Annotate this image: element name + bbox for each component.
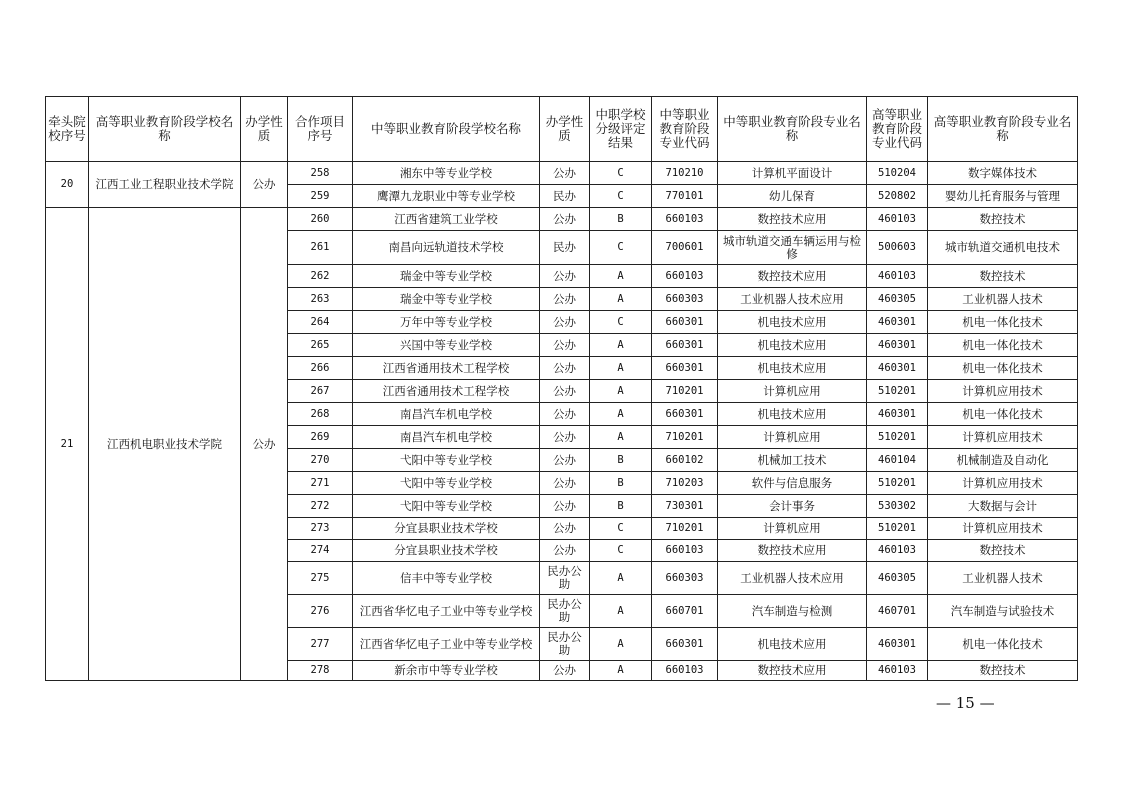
- secondary-major-name: 机电技术应用: [718, 628, 867, 661]
- grade-result: B: [590, 449, 652, 472]
- project-number: 270: [288, 449, 353, 472]
- secondary-major-name: 机电技术应用: [718, 311, 867, 334]
- secondary-school-nature: 公办: [540, 311, 590, 334]
- higher-major-code: 460301: [867, 334, 928, 357]
- secondary-school-name: 南昌汽车机电学校: [353, 403, 540, 426]
- secondary-major-name: 机电技术应用: [718, 357, 867, 380]
- cooperation-table: [45, 96, 1078, 681]
- secondary-major-code: 660103: [652, 540, 718, 562]
- higher-major-name: 工业机器人技术: [928, 288, 1078, 311]
- higher-major-name: 机电一体化技术: [928, 311, 1078, 334]
- secondary-major-code: 660301: [652, 403, 718, 426]
- secondary-school-nature: 民办: [540, 231, 590, 265]
- grade-result: C: [590, 540, 652, 562]
- secondary-major-name: 计算机应用: [718, 518, 867, 540]
- secondary-school-name: 瑞金中等专业学校: [353, 288, 540, 311]
- column-header: 高等职业教育阶段专业名称: [928, 97, 1078, 162]
- column-header: 合作项目序号: [288, 97, 353, 162]
- secondary-school-name: 江西省通用技术工程学校: [353, 380, 540, 403]
- secondary-school-nature: 公办: [540, 495, 590, 518]
- secondary-major-code: 660103: [652, 661, 718, 681]
- secondary-school-nature: 公办: [540, 661, 590, 681]
- secondary-major-code: 770101: [652, 185, 718, 208]
- secondary-major-name: 数控技术应用: [718, 208, 867, 231]
- grade-result: A: [590, 595, 652, 628]
- secondary-school-nature: 公办: [540, 162, 590, 185]
- secondary-school-nature: 民办: [540, 185, 590, 208]
- secondary-major-name: 计算机平面设计: [718, 162, 867, 185]
- project-number: 264: [288, 311, 353, 334]
- secondary-school-name: 江西省华忆电子工业中等专业学校: [353, 595, 540, 628]
- secondary-school-name: 弋阳中等专业学校: [353, 449, 540, 472]
- secondary-major-code: 660301: [652, 334, 718, 357]
- secondary-major-code: 660301: [652, 628, 718, 661]
- grade-result: A: [590, 403, 652, 426]
- higher-major-code: 460301: [867, 311, 928, 334]
- secondary-major-name: 计算机应用: [718, 380, 867, 403]
- grade-result: C: [590, 518, 652, 540]
- secondary-major-name: 机电技术应用: [718, 403, 867, 426]
- column-header: 中等职业教育阶段专业代码: [652, 97, 718, 162]
- grade-result: C: [590, 231, 652, 265]
- grade-result: B: [590, 472, 652, 495]
- higher-major-code: 460301: [867, 628, 928, 661]
- secondary-major-code: 660103: [652, 265, 718, 288]
- secondary-school-nature: 公办: [540, 540, 590, 562]
- secondary-school-nature: 公办: [540, 357, 590, 380]
- project-number: 272: [288, 495, 353, 518]
- grade-result: C: [590, 162, 652, 185]
- higher-major-name: 数控技术: [928, 265, 1078, 288]
- secondary-major-code: 660103: [652, 208, 718, 231]
- project-number: 269: [288, 426, 353, 449]
- higher-college-name: 江西工业工程职业技术学院: [89, 162, 241, 208]
- secondary-major-name: 城市轨道交通车辆运用与检修: [718, 231, 867, 265]
- column-header: 中等职业教育阶段专业名称: [718, 97, 867, 162]
- project-number: 268: [288, 403, 353, 426]
- secondary-major-code: 710201: [652, 426, 718, 449]
- secondary-school-name: 弋阳中等专业学校: [353, 472, 540, 495]
- secondary-school-name: 南昌汽车机电学校: [353, 426, 540, 449]
- secondary-major-code: 660303: [652, 562, 718, 595]
- column-header: 高等职业教育阶段专业代码: [867, 97, 928, 162]
- column-header: 牵头院校序号: [46, 97, 89, 162]
- project-number: 273: [288, 518, 353, 540]
- secondary-school-name: 新余市中等专业学校: [353, 661, 540, 681]
- secondary-major-code: 660701: [652, 595, 718, 628]
- secondary-school-name: 万年中等专业学校: [353, 311, 540, 334]
- secondary-school-nature: 公办: [540, 403, 590, 426]
- higher-major-name: 大数据与会计: [928, 495, 1078, 518]
- secondary-major-name: 工业机器人技术应用: [718, 562, 867, 595]
- grade-result: A: [590, 562, 652, 595]
- project-number: 261: [288, 231, 353, 265]
- lead-college-number: 21: [46, 208, 89, 681]
- higher-college-name: 江西机电职业技术学院: [89, 208, 241, 681]
- secondary-major-code: 730301: [652, 495, 718, 518]
- higher-major-code: 500603: [867, 231, 928, 265]
- project-number: 258: [288, 162, 353, 185]
- column-header: 中等职业教育阶段学校名称: [353, 97, 540, 162]
- higher-major-code: 460701: [867, 595, 928, 628]
- secondary-major-name: 会计事务: [718, 495, 867, 518]
- secondary-major-name: 机械加工技术: [718, 449, 867, 472]
- secondary-school-nature: 公办: [540, 472, 590, 495]
- higher-major-name: 机电一体化技术: [928, 628, 1078, 661]
- higher-major-code: 460305: [867, 288, 928, 311]
- secondary-school-nature: 公办: [540, 208, 590, 231]
- project-number: 260: [288, 208, 353, 231]
- header-row: [46, 97, 1078, 162]
- grade-result: B: [590, 495, 652, 518]
- higher-major-name: 机电一体化技术: [928, 403, 1078, 426]
- secondary-major-name: 数控技术应用: [718, 540, 867, 562]
- project-number: 263: [288, 288, 353, 311]
- secondary-major-code: 710203: [652, 472, 718, 495]
- grade-result: A: [590, 288, 652, 311]
- higher-major-code: 530302: [867, 495, 928, 518]
- grade-result: A: [590, 661, 652, 681]
- higher-major-name: 机电一体化技术: [928, 357, 1078, 380]
- grade-result: A: [590, 357, 652, 380]
- secondary-major-code: 710201: [652, 518, 718, 540]
- secondary-school-name: 兴国中等专业学校: [353, 334, 540, 357]
- higher-major-code: 520802: [867, 185, 928, 208]
- project-number: 277: [288, 628, 353, 661]
- higher-major-name: 数控技术: [928, 208, 1078, 231]
- grade-result: C: [590, 311, 652, 334]
- secondary-major-name: 数控技术应用: [718, 265, 867, 288]
- higher-major-name: 机电一体化技术: [928, 334, 1078, 357]
- higher-major-name: 婴幼儿托育服务与管理: [928, 185, 1078, 208]
- higher-college-nature: 公办: [241, 162, 288, 208]
- secondary-school-name: 南昌向远轨道技术学校: [353, 231, 540, 265]
- higher-major-code: 460103: [867, 265, 928, 288]
- higher-college-nature: 公办: [241, 208, 288, 681]
- secondary-school-name: 鹰潭九龙职业中等专业学校: [353, 185, 540, 208]
- higher-major-name: 计算机应用技术: [928, 472, 1078, 495]
- secondary-school-name: 弋阳中等专业学校: [353, 495, 540, 518]
- project-number: 278: [288, 661, 353, 681]
- grade-result: A: [590, 265, 652, 288]
- higher-major-code: 460103: [867, 540, 928, 562]
- higher-major-code: 510204: [867, 162, 928, 185]
- secondary-school-name: 信丰中等专业学校: [353, 562, 540, 595]
- secondary-school-nature: 公办: [540, 334, 590, 357]
- grade-result: A: [590, 334, 652, 357]
- project-number: 271: [288, 472, 353, 495]
- page-number: — 15 —: [936, 694, 995, 712]
- project-number: 276: [288, 595, 353, 628]
- secondary-major-name: 数控技术应用: [718, 661, 867, 681]
- higher-major-code: 460301: [867, 403, 928, 426]
- secondary-school-nature: 民办公助: [540, 628, 590, 661]
- secondary-major-code: 660102: [652, 449, 718, 472]
- grade-result: A: [590, 628, 652, 661]
- table-row: [46, 208, 1078, 231]
- secondary-major-name: 工业机器人技术应用: [718, 288, 867, 311]
- secondary-major-code: 660301: [652, 357, 718, 380]
- secondary-major-code: 660303: [652, 288, 718, 311]
- lead-college-number: 20: [46, 162, 89, 208]
- column-header: 高等职业教育阶段学校名称: [89, 97, 241, 162]
- secondary-major-code: 660301: [652, 311, 718, 334]
- secondary-school-nature: 公办: [540, 265, 590, 288]
- secondary-school-name: 江西省华忆电子工业中等专业学校: [353, 628, 540, 661]
- secondary-major-code: 710210: [652, 162, 718, 185]
- secondary-school-name: 江西省建筑工业学校: [353, 208, 540, 231]
- table-row: [46, 162, 1078, 185]
- project-number: 275: [288, 562, 353, 595]
- project-number: 262: [288, 265, 353, 288]
- higher-major-code: 460301: [867, 357, 928, 380]
- higher-major-code: 510201: [867, 380, 928, 403]
- secondary-school-name: 江西省通用技术工程学校: [353, 357, 540, 380]
- secondary-major-name: 幼儿保育: [718, 185, 867, 208]
- higher-major-name: 数控技术: [928, 540, 1078, 562]
- higher-major-name: 数字媒体技术: [928, 162, 1078, 185]
- secondary-school-nature: 民办公助: [540, 562, 590, 595]
- higher-major-name: 工业机器人技术: [928, 562, 1078, 595]
- column-header: 办学性质: [540, 97, 590, 162]
- secondary-school-nature: 公办: [540, 380, 590, 403]
- grade-result: A: [590, 426, 652, 449]
- secondary-major-name: 软件与信息服务: [718, 472, 867, 495]
- project-number: 265: [288, 334, 353, 357]
- secondary-school-nature: 公办: [540, 288, 590, 311]
- higher-major-code: 460103: [867, 661, 928, 681]
- secondary-major-name: 计算机应用: [718, 426, 867, 449]
- project-number: 259: [288, 185, 353, 208]
- higher-major-name: 计算机应用技术: [928, 518, 1078, 540]
- column-header: 办学性质: [241, 97, 288, 162]
- secondary-school-name: 分宜县职业技术学校: [353, 540, 540, 562]
- higher-major-name: 机械制造及自动化: [928, 449, 1078, 472]
- higher-major-name: 汽车制造与试验技术: [928, 595, 1078, 628]
- grade-result: C: [590, 185, 652, 208]
- secondary-school-nature: 民办公助: [540, 595, 590, 628]
- secondary-school-name: 湘东中等专业学校: [353, 162, 540, 185]
- secondary-school-name: 瑞金中等专业学校: [353, 265, 540, 288]
- project-number: 266: [288, 357, 353, 380]
- secondary-major-name: 机电技术应用: [718, 334, 867, 357]
- secondary-school-name: 分宜县职业技术学校: [353, 518, 540, 540]
- higher-major-code: 460103: [867, 208, 928, 231]
- column-header: 中职学校分级评定结果: [590, 97, 652, 162]
- secondary-school-nature: 公办: [540, 426, 590, 449]
- secondary-major-code: 700601: [652, 231, 718, 265]
- secondary-school-nature: 公办: [540, 449, 590, 472]
- higher-major-code: 460104: [867, 449, 928, 472]
- secondary-major-code: 710201: [652, 380, 718, 403]
- grade-result: A: [590, 380, 652, 403]
- higher-major-code: 460305: [867, 562, 928, 595]
- higher-major-code: 510201: [867, 426, 928, 449]
- higher-major-code: 510201: [867, 518, 928, 540]
- higher-major-name: 计算机应用技术: [928, 426, 1078, 449]
- project-number: 274: [288, 540, 353, 562]
- higher-major-name: 城市轨道交通机电技术: [928, 231, 1078, 265]
- higher-major-code: 510201: [867, 472, 928, 495]
- project-number: 267: [288, 380, 353, 403]
- grade-result: B: [590, 208, 652, 231]
- higher-major-name: 计算机应用技术: [928, 380, 1078, 403]
- secondary-major-name: 汽车制造与检测: [718, 595, 867, 628]
- higher-major-name: 数控技术: [928, 661, 1078, 681]
- secondary-school-nature: 公办: [540, 518, 590, 540]
